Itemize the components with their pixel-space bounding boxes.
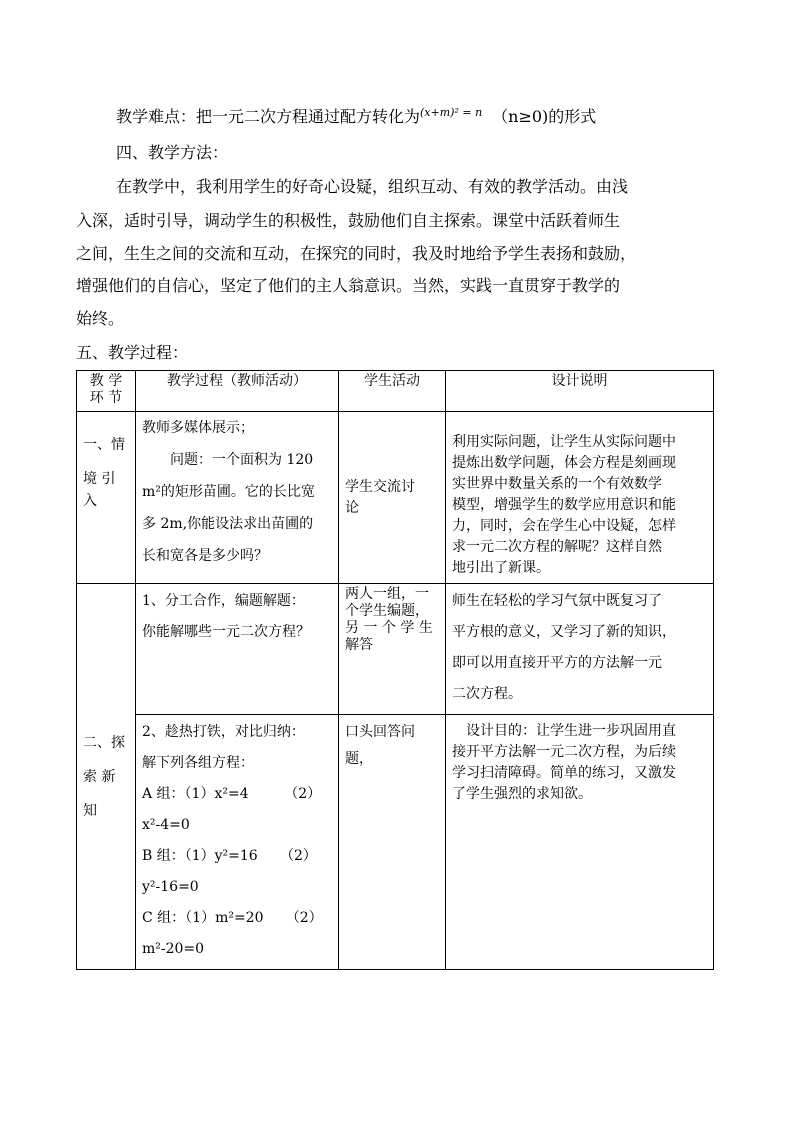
stage-explore-line: 二、探 — [83, 734, 125, 751]
design-text-line: 学习扫清障碍。简单的练习，又激发 — [452, 765, 676, 781]
header-stage-line-2: 环 节 — [89, 390, 123, 406]
table-row-explore-b — [77, 715, 714, 970]
teaching-methods-heading: 四、教学方法： — [116, 143, 229, 162]
methods-paragraph-line-5: 始终。 — [76, 309, 125, 328]
student-activity-explore-b — [339, 715, 446, 970]
teacher-text-line: B 组：（1）y²=16 （2） — [142, 848, 317, 864]
teacher-activity-intro — [136, 412, 339, 584]
teaching-difficulty-line — [116, 104, 596, 127]
teacher-text-line: A 组：（1）x²=4 （2） — [142, 786, 322, 802]
teacher-text-line: 2、趁热打铁，对比归纳： — [142, 724, 305, 740]
stage-intro-line: 一、情 — [83, 437, 125, 453]
header-stage — [77, 371, 136, 412]
design-text-line: 二次方程。 — [452, 686, 522, 702]
teacher-text-line: 问题：一个面积为 120 — [170, 452, 314, 468]
student-activity-intro — [339, 412, 446, 584]
methods-paragraph-line-2: 入深，适时引导，调动学生的积极性，鼓励他们自主探索。课堂中活跃着师生 — [76, 211, 621, 230]
difficulty-text-prefix: 教学难点：把一元二次方程通过配方转化为 — [116, 107, 421, 126]
student-text-line: 另 一 个 学 生 — [345, 620, 433, 636]
table-row-intro — [77, 412, 714, 584]
student-text-line: 个学生编题， — [345, 603, 429, 619]
header-student-activity: 学生活动 — [339, 371, 446, 412]
teacher-text-line: 1、分工合作，编题解题： — [142, 593, 305, 609]
design-text-line: 利用实际问题，让学生从实际问题中 — [452, 434, 676, 450]
teacher-text-line: m²-20=0 — [142, 941, 205, 957]
student-text-line: 口头回答问题， — [345, 724, 415, 767]
design-text-line: 模型，增强学生的数学应用意识和能 — [452, 497, 676, 513]
header-teacher-activity: 教学过程（教师活动） — [136, 371, 339, 412]
teacher-text-line: m²的矩形苗圃。它的长比宽 — [142, 484, 315, 500]
header-design-notes: 设计说明 — [446, 371, 714, 412]
teacher-text-line: 长和宽各是多少吗？ — [142, 548, 268, 564]
teacher-text-line: y²-16=0 — [142, 879, 199, 895]
design-text-line: 实世界中数量关系的一个有效数学 — [452, 476, 662, 492]
design-text-line: 求一元二次方程的解呢？这样自然 — [452, 539, 662, 555]
design-text-line: 即可以用直接开平方的方法解一元 — [452, 655, 662, 671]
teacher-text-line: 你能解哪些一元二次方程？ — [142, 624, 310, 640]
stage-intro — [77, 412, 136, 584]
student-text-line: 解答 — [345, 637, 373, 653]
teacher-text-line: x²-4=0 — [142, 817, 190, 833]
student-text-line: 两人一组，一 — [345, 586, 429, 602]
design-notes-explore-a — [446, 584, 714, 715]
stage-intro-line: 入 — [83, 493, 97, 509]
teaching-process-table — [76, 370, 714, 970]
teacher-activity-explore-b — [136, 715, 339, 970]
teacher-activity-explore-a — [136, 584, 339, 715]
difficulty-text-suffix: （n≥0)的形式 — [492, 107, 597, 126]
design-text-line: 接开平方法解一元二次方程，为后续 — [452, 744, 676, 760]
design-text-line: 师生在轻松的学习气氛中既复习了 — [452, 593, 662, 609]
teacher-text-line: C 组：（1）m²=20 （2） — [142, 910, 323, 926]
teaching-process-heading: 五、教学过程： — [76, 343, 189, 362]
teacher-text-line: 教师多媒体展示； — [142, 420, 254, 436]
difficulty-formula: (x+m)² = n — [420, 106, 483, 119]
stage-explore — [77, 584, 136, 970]
table-row-explore-a — [77, 584, 714, 715]
design-text-line: 地引出了新课。 — [452, 560, 550, 576]
stage-explore-line: 索 新 — [83, 768, 116, 785]
stage-explore-line: 知 — [83, 802, 97, 819]
header-stage-line-1: 教 学 — [89, 373, 123, 389]
design-notes-intro — [446, 412, 714, 584]
methods-paragraph-line-1: 在教学中，我利用学生的好奇心设疑，组织互动、有效的教学活动。由浅 — [116, 177, 629, 196]
student-text-line: 学生交流讨 — [345, 478, 415, 495]
student-activity-explore-a — [339, 584, 446, 715]
design-text-line: 提炼出数学问题，体会方程是刻画现 — [452, 455, 676, 471]
teacher-text-line: 解下列各组方程： — [142, 755, 254, 771]
design-text-line: 平方根的意义，又学习了新的知识， — [452, 624, 676, 640]
stage-intro-line: 境 引 — [83, 471, 116, 487]
methods-paragraph-line-3: 之间，生生之间的交流和互动，在探究的同时，我及时地给予学生表扬和鼓励， — [76, 244, 637, 263]
table-header-row — [77, 371, 714, 412]
design-notes-explore-b — [446, 715, 714, 970]
teacher-text-line: 多 2m,你能设法求出苗圃的 — [142, 516, 314, 532]
design-text-line: 力，同时，会在学生心中设疑，怎样 — [452, 518, 676, 534]
methods-paragraph-line-4: 增强他们的自信心，坚定了他们的主人翁意识。当然，实践一直贯穿于教学的 — [76, 276, 621, 295]
student-text-line: 论 — [345, 499, 359, 516]
design-text-line: 设计目的：让学生进一步巩固用直 — [466, 723, 676, 739]
design-text-line: 了学生强烈的求知欲。 — [452, 786, 592, 802]
